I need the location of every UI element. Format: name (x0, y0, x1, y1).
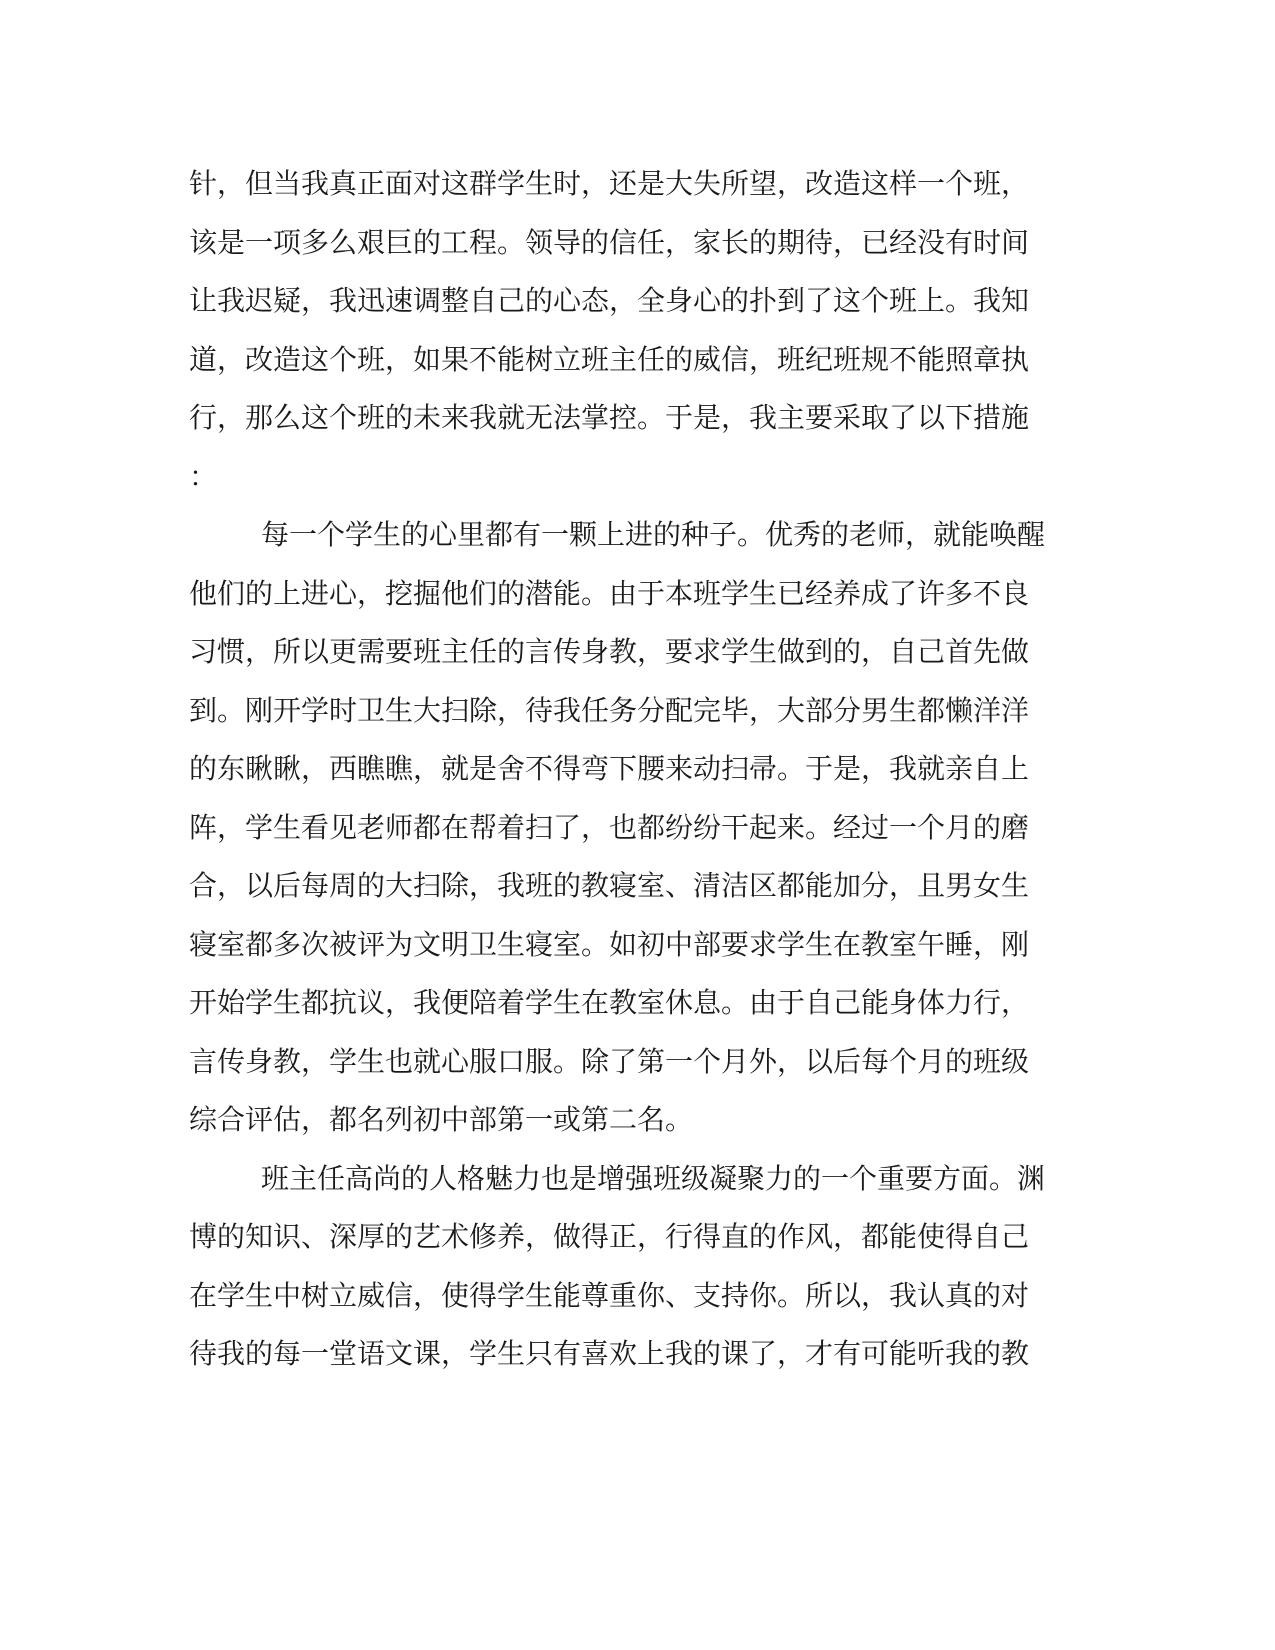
text-line: 习惯，所以更需要班主任的言传身教，要求学生做到的，自己首先做 (189, 635, 1030, 668)
text-line: 道，改造这个班，如果不能树立班主任的威信，班纪班规不能照章执 (189, 342, 1030, 376)
paragraph-start-line: 每一个学生的心里都有一颗上进的种子。优秀的老师，就能唤醒 (261, 518, 1046, 551)
text-line: 待我的每一堂语文课，学生只有喜欢上我的课了，才有可能听我的教 (189, 1337, 1030, 1370)
text-line: 言传身教，学生也就心服口服。除了第一个月外，以后每个月的班级 (189, 1044, 1030, 1078)
text-line: 综合评估，都名列初中部第一或第二名。 (189, 1103, 694, 1136)
text-line: 到。刚开学时卫生大扫除，待我任务分配完毕，大部分男生都懒洋洋 (189, 693, 1030, 727)
paragraph-start-line: 班主任高尚的人格魅力也是增强班级凝聚力的一个重要方面。渊 (261, 1161, 1046, 1195)
text-line: 让我迟疑，我迅速调整自己的心态，全身心的扑到了这个班上。我知 (189, 284, 1030, 317)
text-line: 在学生中树立威信，使得学生能尊重你、支持你。所以，我认真的对 (189, 1278, 1030, 1312)
text-line: 合，以后每周的大扫除，我班的教寝室、清洁区都能加分，且男女生 (189, 869, 1030, 902)
text-line: 博的知识、深厚的艺术修养，做得正，行得直的作风，都能使得自己 (189, 1220, 1030, 1253)
text-line: 他们的上进心，挖掘他们的潜能。由于本班学生已经养成了许多不良 (189, 576, 1030, 610)
text-line: 阵，学生看见老师都在帮着扫了，也都纷纷干起来。经过一个月的磨 (189, 810, 1030, 844)
text-line: ： (189, 459, 218, 493)
body-text (189, 155, 1089, 1384)
text-line: 的东瞅瞅，西瞧瞧，就是舍不得弯下腰来动扫帚。于是，我就亲自上 (189, 752, 1030, 785)
text-line: 寝室都多次被评为文明卫生寝室。如初中部要求学生在教室午睡，刚 (189, 927, 1030, 961)
text-line: 该是一项多么艰巨的工程。领导的信任，家长的期待，已经没有时间 (189, 225, 1030, 259)
text-line: 开始学生都抗议，我便陪着学生在教室休息。由于自己能身体力行， (189, 986, 1030, 1019)
text-line: 针，但当我真正面对这群学生时，还是大失所望，改造这样一个班， (189, 167, 1030, 200)
text-line: 行，那么这个班的未来我就无法掌控。于是，我主要采取了以下措施 (189, 401, 1030, 434)
